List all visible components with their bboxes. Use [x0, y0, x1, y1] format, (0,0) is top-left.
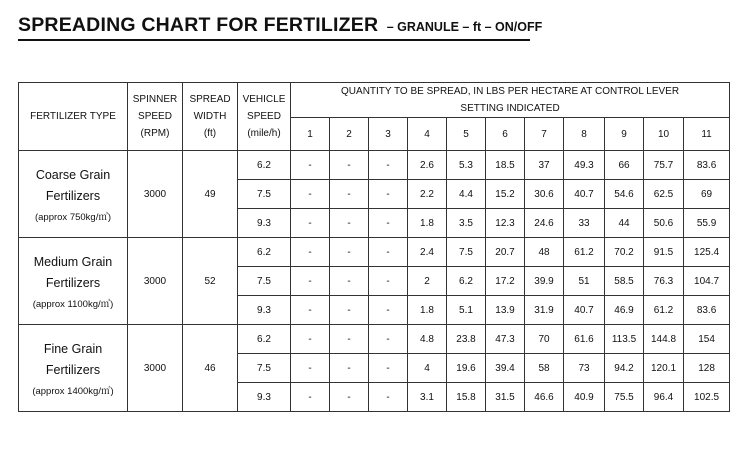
- quantity-cell: -: [291, 151, 330, 180]
- header-spinner-speed: SPINNER SPEED (RPM): [128, 83, 183, 151]
- quantity-cell: 2: [408, 267, 447, 296]
- quantity-cell: 31.5: [486, 383, 525, 412]
- quantity-cell: 94.2: [605, 354, 644, 383]
- vehicle-speed-cell: 9.3: [238, 383, 291, 412]
- fertilizer-type-cell: [19, 151, 128, 238]
- vehicle-speed-cell: 6.2: [238, 325, 291, 354]
- fertilizer-type-name: Coarse Grain: [35, 168, 111, 182]
- quantity-cell: 13.9: [486, 296, 525, 325]
- quantity-cell: -: [369, 180, 408, 209]
- quantity-cell: 70: [525, 325, 564, 354]
- header-setting-6: 6: [486, 118, 525, 151]
- quantity-cell: 46.6: [525, 383, 564, 412]
- quantity-cell: 46.9: [605, 296, 644, 325]
- header-fertilizer-type: FERTILIZER TYPE: [19, 83, 128, 151]
- title-main: SPREADING CHART FOR FERTILIZER: [18, 14, 379, 36]
- quantity-cell: 120.1: [644, 354, 684, 383]
- quantity-cell: -: [330, 238, 369, 267]
- header-setting-8: 8: [564, 118, 605, 151]
- quantity-cell: -: [369, 238, 408, 267]
- quantity-cell: 1.8: [408, 209, 447, 238]
- header-setting-7: 7: [525, 118, 564, 151]
- quantity-cell: 23.8: [447, 325, 486, 354]
- quantity-cell: 33: [564, 209, 605, 238]
- quantity-cell: 18.5: [486, 151, 525, 180]
- fertilizer-density: (approx 750kg/㎥): [34, 212, 112, 223]
- quantity-cell: 91.5: [644, 238, 684, 267]
- quantity-cell: 76.3: [644, 267, 684, 296]
- quantity-cell: 30.6: [525, 180, 564, 209]
- quantity-cell: 83.6: [684, 151, 730, 180]
- header-setting-1: 1: [291, 118, 330, 151]
- quantity-cell: -: [369, 354, 408, 383]
- quantity-cell: -: [291, 209, 330, 238]
- header-quantity: QUANTITY TO BE SPREAD, IN LBS PER HECTARE AT CONTROL LEVER SETTING INDICATED: [291, 83, 730, 118]
- quantity-cell: 50.6: [644, 209, 684, 238]
- header-spread-width: SPREAD WIDTH (ft): [183, 83, 238, 151]
- quantity-cell: -: [369, 296, 408, 325]
- quantity-cell: 75.7: [644, 151, 684, 180]
- quantity-cell: 61.2: [564, 238, 605, 267]
- quantity-cell: -: [330, 151, 369, 180]
- quantity-cell: 125.4: [684, 238, 730, 267]
- quantity-cell: 69: [684, 180, 730, 209]
- fertilizer-type-name: Fertilizers: [45, 189, 101, 203]
- vehicle-speed-cell: 7.5: [238, 354, 291, 383]
- quantity-cell: -: [330, 383, 369, 412]
- quantity-cell: -: [291, 325, 330, 354]
- header-setting-10: 10: [644, 118, 684, 151]
- quantity-cell: 40.7: [564, 296, 605, 325]
- quantity-cell: 15.8: [447, 383, 486, 412]
- quantity-cell: 2.6: [408, 151, 447, 180]
- quantity-cell: 73: [564, 354, 605, 383]
- spread-width-cell: 49: [183, 151, 238, 238]
- quantity-cell: -: [330, 354, 369, 383]
- quantity-cell: 102.5: [684, 383, 730, 412]
- fertilizer-type-name: Fertilizers: [45, 363, 101, 377]
- vehicle-speed-cell: 9.3: [238, 296, 291, 325]
- quantity-cell: 61.6: [564, 325, 605, 354]
- table-row: [19, 325, 730, 354]
- vehicle-speed-cell: 7.5: [238, 267, 291, 296]
- quantity-cell: 47.3: [486, 325, 525, 354]
- quantity-cell: 40.7: [564, 180, 605, 209]
- quantity-cell: 24.6: [525, 209, 564, 238]
- quantity-cell: 51: [564, 267, 605, 296]
- quantity-cell: 12.3: [486, 209, 525, 238]
- quantity-cell: -: [291, 267, 330, 296]
- quantity-cell: 144.8: [644, 325, 684, 354]
- vehicle-speed-cell: 6.2: [238, 151, 291, 180]
- spinner-speed-cell: 3000: [128, 238, 183, 325]
- spinner-speed-cell: 3000: [128, 325, 183, 412]
- header-setting-5: 5: [447, 118, 486, 151]
- fertilizer-type-name: Fine Grain: [43, 342, 103, 356]
- quantity-cell: 104.7: [684, 267, 730, 296]
- fertilizer-density: (approx 1100kg/㎥): [32, 299, 114, 310]
- quantity-cell: -: [291, 180, 330, 209]
- quantity-cell: 7.5: [447, 238, 486, 267]
- quantity-cell: 39.9: [525, 267, 564, 296]
- quantity-cell: 2.4: [408, 238, 447, 267]
- fertilizer-type-name: Medium Grain: [33, 255, 113, 269]
- quantity-cell: 20.7: [486, 238, 525, 267]
- quantity-cell: 55.9: [684, 209, 730, 238]
- quantity-cell: 3.1: [408, 383, 447, 412]
- quantity-cell: -: [369, 151, 408, 180]
- quantity-cell: 2.2: [408, 180, 447, 209]
- quantity-cell: -: [330, 209, 369, 238]
- spread-width-cell: 52: [183, 238, 238, 325]
- quantity-cell: 6.2: [447, 267, 486, 296]
- quantity-cell: 54.6: [605, 180, 644, 209]
- chart-title: [18, 14, 543, 41]
- quantity-cell: 15.2: [486, 180, 525, 209]
- quantity-cell: 4.4: [447, 180, 486, 209]
- header-setting-4: 4: [408, 118, 447, 151]
- quantity-cell: -: [369, 383, 408, 412]
- quantity-cell: 39.4: [486, 354, 525, 383]
- table-row: [19, 151, 730, 180]
- quantity-cell: 4.8: [408, 325, 447, 354]
- spreading-chart-table: [18, 82, 730, 412]
- quantity-cell: 17.2: [486, 267, 525, 296]
- fertilizer-density: (approx 1400kg/㎥): [32, 386, 114, 397]
- quantity-cell: -: [291, 383, 330, 412]
- quantity-cell: 49.3: [564, 151, 605, 180]
- vehicle-speed-cell: 7.5: [238, 180, 291, 209]
- quantity-cell: 96.4: [644, 383, 684, 412]
- quantity-cell: 37: [525, 151, 564, 180]
- header-setting-9: 9: [605, 118, 644, 151]
- quantity-cell: -: [369, 267, 408, 296]
- table-body: [19, 151, 730, 412]
- quantity-cell: -: [369, 209, 408, 238]
- quantity-cell: 31.9: [525, 296, 564, 325]
- quantity-cell: -: [369, 325, 408, 354]
- quantity-cell: 70.2: [605, 238, 644, 267]
- quantity-cell: 58.5: [605, 267, 644, 296]
- quantity-cell: -: [330, 325, 369, 354]
- quantity-cell: 154: [684, 325, 730, 354]
- quantity-cell: 4: [408, 354, 447, 383]
- quantity-cell: 61.2: [644, 296, 684, 325]
- fertilizer-type-cell: [19, 325, 128, 412]
- quantity-cell: 3.5: [447, 209, 486, 238]
- quantity-cell: 83.6: [684, 296, 730, 325]
- quantity-cell: 5.3: [447, 151, 486, 180]
- table-row: [19, 238, 730, 267]
- header-setting-11: 11: [684, 118, 730, 151]
- quantity-cell: 5.1: [447, 296, 486, 325]
- quantity-cell: -: [330, 296, 369, 325]
- quantity-cell: 75.5: [605, 383, 644, 412]
- quantity-cell: 62.5: [644, 180, 684, 209]
- quantity-cell: -: [291, 354, 330, 383]
- quantity-cell: 66: [605, 151, 644, 180]
- quantity-cell: 1.8: [408, 296, 447, 325]
- quantity-cell: 113.5: [605, 325, 644, 354]
- header-setting-3: 3: [369, 118, 408, 151]
- fertilizer-type-cell: [19, 238, 128, 325]
- header-vehicle-speed: VEHICLE SPEED (mile/h): [238, 83, 291, 151]
- quantity-cell: -: [330, 267, 369, 296]
- table-header: [19, 83, 730, 151]
- quantity-cell: 128: [684, 354, 730, 383]
- header-setting-2: 2: [330, 118, 369, 151]
- quantity-cell: 40.9: [564, 383, 605, 412]
- vehicle-speed-cell: 9.3: [238, 209, 291, 238]
- title-subtitle: – GRANULE – ft – ON/OFF: [386, 20, 543, 34]
- fertilizer-type-name: Fertilizers: [45, 276, 101, 290]
- spinner-speed-cell: 3000: [128, 151, 183, 238]
- quantity-cell: 19.6: [447, 354, 486, 383]
- spread-width-cell: 46: [183, 325, 238, 412]
- vehicle-speed-cell: 6.2: [238, 238, 291, 267]
- quantity-cell: 48: [525, 238, 564, 267]
- quantity-cell: -: [330, 180, 369, 209]
- quantity-cell: -: [291, 296, 330, 325]
- quantity-cell: 44: [605, 209, 644, 238]
- quantity-cell: 58: [525, 354, 564, 383]
- quantity-cell: -: [291, 238, 330, 267]
